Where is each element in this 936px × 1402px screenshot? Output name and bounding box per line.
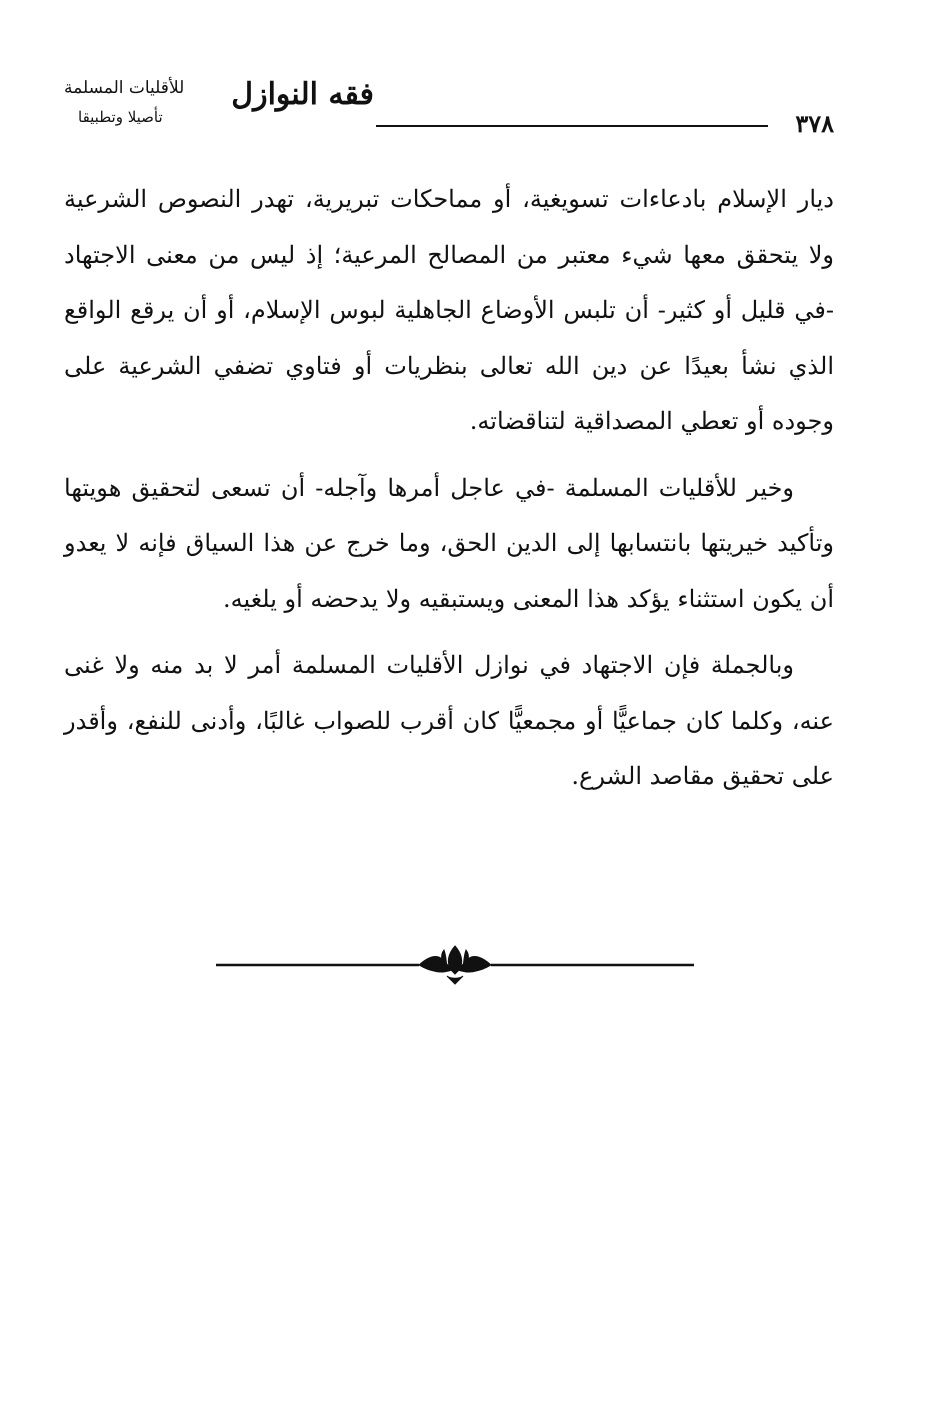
page-body [64,172,834,816]
page-number: ٣٧٨ [795,109,834,138]
paragraph-2: وخير للأقليات المسلمة -في عاجل أمرها وآجله- أن تسعى لتحقيق هويتها وتأكيد خيريتها بانتسابها إلى الدين الحق، وما خرج عن هذا السياق فإنه لا يعدو أن يكون استثناء يؤكد هذا المعنى ويستبقيه ولا يدحضه أو يلغيه. [64,473,834,613]
header-rule [376,125,768,127]
end-of-section-ornament-icon [214,940,696,990]
book-title-main: فقه النوازل [231,77,374,112]
running-header [64,72,834,152]
paragraph-1: ديار الإسلام بادعاءات تسويغية، أو مماحكات تبريرية، تهدر النصوص الشرعية ولا يتحقق معها شيء معتبر من المصالح المرعية؛ إذ ليس من معنى الاجتهاد -في قليل أو كثير- أن تلبس الأوضاع الجاهلية لبوس الإسلام، أو أن يرقع الواقع الذي نشأ بعيدًا عن دين الله تعالى بنظريات أو فتاوي تضفي الشرعية على وجوده أو تعطي المصداقية لتناقضاته. [64,185,834,435]
book-subtitle: تأصيلا وتطبيقا [78,108,163,126]
book-title-block [64,72,374,152]
book-title-side: للأقليات المسلمة [64,78,185,98]
paragraph-3: وبالجملة فإن الاجتهاد في نوازل الأقليات المسلمة أمر لا بد منه ولا غنى عنه، وكلما كان جماعيًّا أو مجمعيًّا كان أقرب للصواب غالبًا، وأدنى للنفع، وأقدر على تحقيق مقاصد الشرع. [64,651,834,790]
